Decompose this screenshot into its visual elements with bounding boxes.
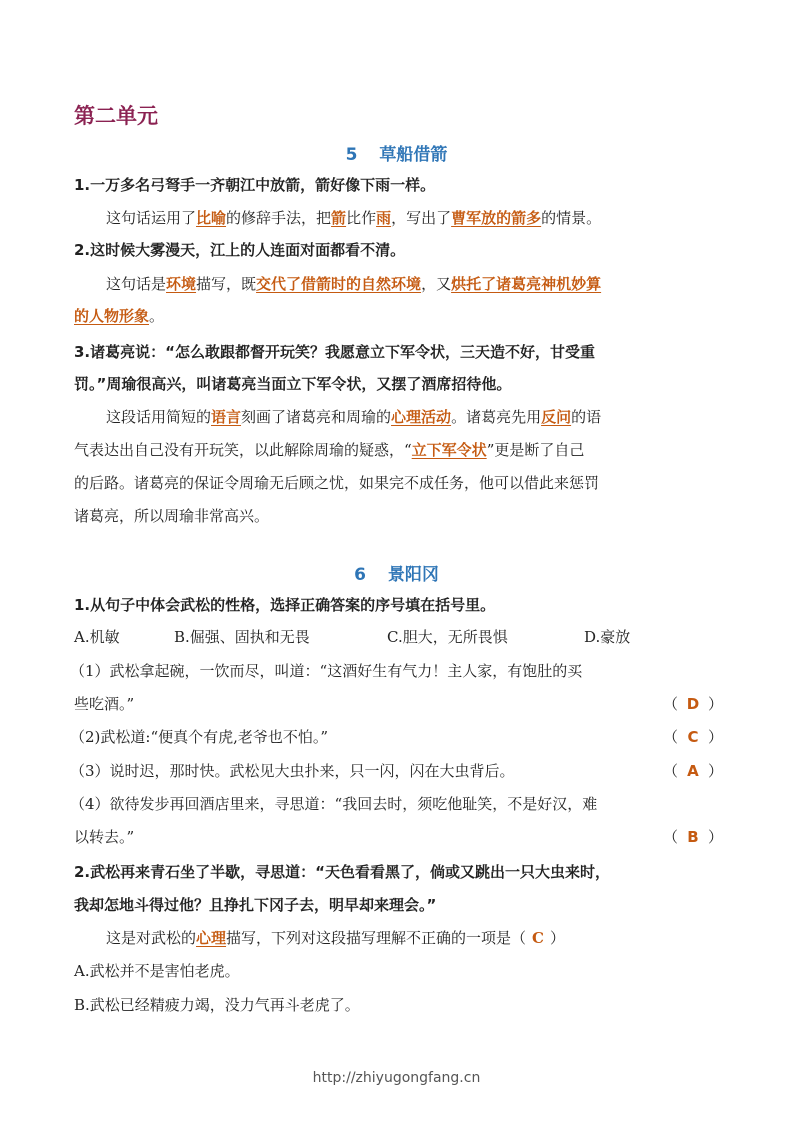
l6-q1-item4-line2: 以转去。” [74,828,135,846]
lesson-5-title [0,140,793,165]
answer-blank: 心理活动 [391,408,452,426]
answer-value: A [687,762,699,780]
text: 这句话运用了 [106,209,197,227]
l6-q1-item4-line1: （4）欲待发步再回酒店里来，寻思道：“我回去时，须吃他耻笑，不是好汉，难 [70,795,598,813]
unit-title: 第二单元 [74,104,158,128]
l5-q2-prompt: 2.这时候大雾漫天，江上的人连面对面都看不清。 [74,241,406,259]
l6-q1-item2: （2)武松道:“便真个有虎,老爷也不怕。” [70,728,329,746]
paren: （ [662,828,678,846]
text: ，又 [421,275,452,293]
answer-value: B [687,828,699,846]
l6-q2-answer [106,928,724,948]
l5-q3-answer-line2 [74,440,724,460]
text: 的情景。 [541,209,602,227]
lesson-5-name: 草船借箭 [379,145,448,165]
answer-blank: 比喻 [196,209,227,227]
answer-blank: 心理 [196,929,227,947]
text: ，写出了 [391,209,452,227]
answer-value: C [532,929,544,947]
text: 比作 [346,209,377,227]
paren: （ [662,728,678,746]
option-c: C.胆大，无所畏惧 [387,628,508,646]
text: 刻画了诸葛亮和周瑜的 [241,408,392,426]
paren: ） [707,695,723,713]
answer-value: D [686,695,700,713]
l6-q1-item2-answer [663,727,723,747]
option-b: B.倔强、固执和无畏 [174,628,310,646]
lesson-6-number: 6 [354,565,366,585]
text: 这是对武松的 [106,929,197,947]
paren: ） [707,728,723,746]
paren: ） [707,828,723,846]
lesson-6-name: 景阳冈 [387,565,439,585]
answer-blank: 反问 [541,408,572,426]
l6-q2-prompt-line1: 2.武松再来青石坐了半歇，寻思道：“天色看看黑了，倘或又跳出一只大虫来时， [74,863,610,881]
paren: （ [662,762,678,780]
l6-q1-item3-answer [663,761,723,781]
l6-q2-option-a: A.武松并不是害怕老虎。 [74,962,240,980]
answer-value: C [687,728,699,746]
l5-q3-answer-line1 [106,407,724,427]
l5-q1-answer [106,208,724,228]
answer-blank: 箭 [331,209,347,227]
l6-q1-item3: （3）说时迟，那时快。武松见大虫扑来，只一闪，闪在大虫背后。 [70,762,515,780]
text: 。诸葛亮先用 [451,408,542,426]
text: 这段话用简短的 [106,408,212,426]
l6-q2-option-b: B.武松已经精疲力竭，没力气再斗老虎了。 [74,996,360,1014]
l6-q1-item1-answer [663,694,723,714]
l6-q1-options [74,627,724,647]
l6-q1-item1-line2: 些吃酒。” [74,695,135,713]
paren: ） [707,762,723,780]
text: 这句话是 [106,275,167,293]
l5-q2-answer-line2 [74,306,724,326]
option-d: D.豪放 [584,628,631,646]
text: 描写，下列对这段描写理解不正确的一项是（ [226,929,527,947]
answer-blank: 立下军令状 [411,441,487,459]
paren: （ [662,695,678,713]
answer-blank: 环境 [166,275,197,293]
l6-q2-prompt-line2: 我却怎地斗得过他？且挣扎下冈子去，明早却来理会。” [74,896,437,914]
l5-q1-prompt: 1.一万多名弓弩手一齐朝江中放箭，箭好像下雨一样。 [74,176,436,194]
lesson-6-title [0,560,793,585]
text: 。 [149,307,165,325]
answer-blank: 语言 [211,408,242,426]
text: 描写，既 [196,275,257,293]
l5-q3-prompt-line1: 3.诸葛亮说：“怎么敢跟都督开玩笑？我愿意立下军令状，三天造不好，甘受重 [74,343,595,361]
l6-q1-item1-line1: （1）武松拿起碗，一饮而尽，叫道：“这酒好生有气力！主人家，有饱肚的买 [70,662,583,680]
l6-q1-prompt: 1.从句子中体会武松的性格，选择正确答案的序号填在括号里。 [74,596,496,614]
l5-q3-prompt-line2: 罚。”周瑜很高兴，叫诸葛亮当面立下军令状，又摆了酒席招待他。 [74,375,512,393]
text: 的修辞手法，把 [226,209,332,227]
answer-blank: 雨 [376,209,392,227]
l5-q3-answer-line3: 的后路。诸葛亮的保证令周瑜无后顾之忧，如果完不成任务，他可以借此来惩罚 [74,474,600,492]
text: 气表达出自己没有开玩笑，以此解除周瑜的疑惑，“ [74,441,412,459]
text: ） [550,929,566,947]
l6-q1-item4-answer [663,827,723,847]
l5-q3-answer-line4: 诸葛亮，所以周瑜非常高兴。 [74,507,270,525]
text: 的语 [571,408,602,426]
lesson-5-number: 5 [345,145,358,165]
footer-url: http://zhiyugongfang.cn [312,1070,481,1086]
answer-blank: 曹军放的箭多 [451,209,542,227]
answer-blank: 烘托了诸葛亮神机妙算 [451,275,602,293]
l5-q2-answer-line1 [106,274,724,294]
answer-blank: 交代了借箭时的自然环境 [256,275,422,293]
option-a: A.机敏 [74,628,120,646]
answer-blank: 的人物形象 [74,307,150,325]
text: ”更是断了自己 [486,441,585,459]
